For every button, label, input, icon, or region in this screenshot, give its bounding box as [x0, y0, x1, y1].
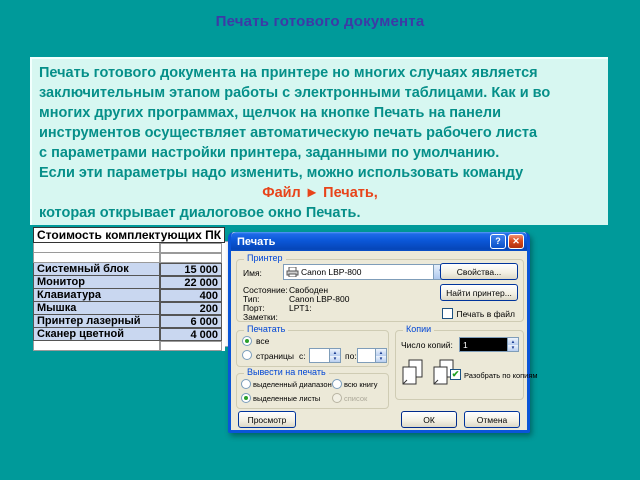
table-row	[34, 276, 225, 289]
body-line-closing: которая открывает диалоговое окно Печать.	[39, 205, 361, 221]
table-row	[34, 263, 225, 276]
preview-button[interactable]: Просмотр	[238, 411, 296, 428]
item-value-cell: 400	[160, 289, 222, 302]
spin-up-icon[interactable]: ▲	[376, 349, 386, 356]
print-to-file-label: Печать в файл	[456, 309, 515, 319]
spin-up-icon[interactable]: ▲	[508, 338, 518, 345]
sheets-label: выделенные листы	[253, 394, 321, 403]
collate-checkbox[interactable]: ✔	[451, 369, 460, 379]
item-name-cell: Системный блок	[34, 263, 160, 276]
sheet-title-row	[34, 228, 225, 243]
num-copies-value: 1	[460, 338, 507, 351]
printer-icon	[286, 267, 299, 277]
item-name-cell: Клавиатура	[34, 289, 160, 302]
spin-up-icon[interactable]: ▲	[330, 349, 340, 356]
sheet-empty-row	[34, 341, 225, 351]
item-name-cell: Мышка	[34, 302, 160, 315]
selection-radio[interactable]	[241, 379, 251, 389]
num-copies-input[interactable]	[459, 337, 519, 352]
table-row	[34, 315, 225, 328]
printer-name-label: Имя:	[243, 268, 262, 278]
workbook-radio[interactable]	[332, 379, 342, 389]
print-what-group	[236, 367, 389, 409]
collate-label: Разобрать по копиям	[464, 371, 538, 380]
type-label: Тип:	[243, 294, 260, 304]
body-line: заключительным этапом работы с электронными таблицами. Как и во	[39, 85, 551, 101]
cancel-button[interactable]: Отмена	[464, 411, 520, 428]
list-radio[interactable]	[332, 393, 342, 403]
table-row	[34, 289, 225, 302]
selection-label: выделенный диапазон	[253, 380, 332, 389]
collate-page-stack-icon	[402, 359, 424, 387]
item-name-cell: Монитор	[34, 276, 160, 289]
item-value-cell: 200	[160, 302, 222, 315]
find-printer-button[interactable]: Найти принтер...	[440, 284, 518, 301]
pages-to-input[interactable]	[357, 348, 387, 363]
printer-name-dropdown[interactable]	[283, 264, 449, 280]
list-label: список	[344, 394, 368, 403]
port-label: Порт:	[243, 303, 265, 313]
notes-label: Заметки:	[243, 312, 278, 322]
copies-group-label: Копии	[403, 324, 434, 334]
properties-button[interactable]: Свойства...	[440, 263, 518, 280]
body-line: многих других программах, щелчок на кнопке Печать на панели	[39, 105, 502, 121]
dialog-body	[231, 251, 538, 430]
item-value-cell: 15 000	[160, 263, 222, 276]
pages-from-label: с:	[299, 351, 306, 361]
body-line: с параметрами настройки принтера, заданными по умолчанию.	[39, 145, 500, 161]
print-to-file-checkbox[interactable]	[442, 308, 453, 319]
print-range-group-label: Печатать	[244, 324, 288, 334]
spin-down-icon[interactable]: ▼	[376, 356, 386, 363]
item-value-cell: 4 000	[160, 328, 222, 341]
item-name-cell: Сканер цветной	[34, 328, 160, 341]
printer-name-value: Canon LBP-800	[301, 267, 362, 277]
sheets-radio[interactable]	[241, 393, 251, 403]
copies-group	[395, 324, 538, 400]
spin-down-icon[interactable]: ▼	[330, 356, 340, 363]
pages-from-input[interactable]	[309, 348, 341, 363]
sheet-empty-row	[34, 243, 225, 253]
item-value-cell: 6 000	[160, 315, 222, 328]
body-line: Если эти параметры надо изменить, можно использовать команду	[39, 165, 524, 181]
ok-button[interactable]: ОК	[401, 411, 457, 428]
workbook-label: всю книгу	[344, 380, 378, 389]
collate-pages-icon	[402, 359, 455, 387]
body-line: инструментов осуществляет автоматическую печать рабочего листа	[39, 125, 538, 141]
table-row	[34, 328, 225, 341]
spin-down-icon[interactable]: ▼	[508, 345, 518, 352]
dialog-title: Печать	[237, 235, 276, 248]
printer-group-label: Принтер	[244, 253, 286, 263]
num-copies-label: Число копий:	[401, 340, 453, 350]
table-row	[34, 302, 225, 315]
range-all-label: все	[256, 336, 270, 346]
printer-group	[236, 253, 524, 322]
status-label: Состояние:	[243, 285, 288, 295]
type-value: Canon LBP-800	[289, 294, 350, 304]
range-pages-label: страницы	[256, 351, 295, 361]
range-pages-radio[interactable]	[242, 350, 252, 360]
print-dialog	[228, 232, 538, 433]
sheet-empty-row	[34, 253, 225, 263]
close-icon[interactable]: ✕	[508, 234, 524, 249]
dialog-titlebar[interactable]	[231, 232, 527, 251]
item-value-cell: 22 000	[160, 276, 222, 289]
body-line: Печать готового документа на принтере но многих случаях является	[39, 65, 538, 81]
slide-text-panel	[30, 57, 608, 225]
item-name-cell: Принтер лазерный	[34, 315, 160, 328]
menu-command-text: Файл ► Печать,	[262, 185, 378, 201]
port-value: LPT1:	[289, 303, 312, 313]
help-icon[interactable]: ?	[490, 234, 506, 249]
print-range-group	[236, 324, 389, 367]
range-all-radio[interactable]	[242, 336, 252, 346]
print-what-group-label: Вывести на печать	[244, 367, 329, 377]
status-value: Свободен	[289, 285, 329, 295]
pages-to-label: по:	[345, 351, 357, 361]
sheet-title: Стоимость комплектующих ПК	[34, 228, 225, 243]
spreadsheet	[33, 227, 225, 351]
page-title: Печать готового документа	[215, 13, 425, 30]
